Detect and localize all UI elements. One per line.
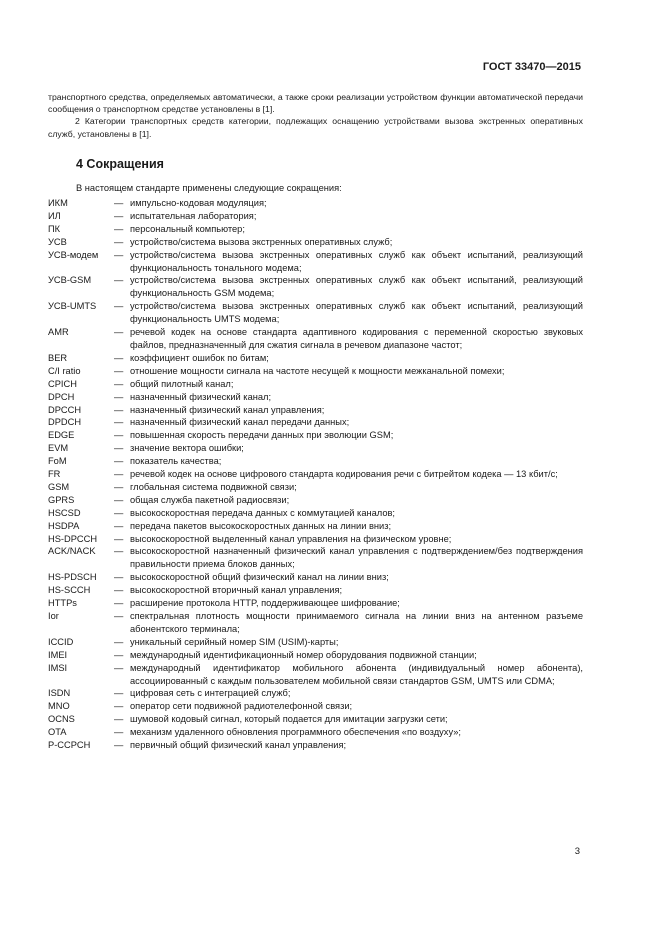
abbreviation-row: [48, 365, 583, 378]
abbreviation-definition: повышенная скорость передачи данных при эволюции GSM;: [130, 430, 394, 441]
abbreviation-dash: —: [114, 301, 124, 312]
abbreviation-row: [48, 378, 583, 391]
abbreviation-definition: коэффициент ошибок по битам;: [130, 352, 269, 363]
abbreviation-dash: —: [114, 701, 124, 712]
abbreviation-row: [48, 391, 583, 404]
abbreviation-dash: —: [114, 507, 124, 518]
abbreviation-row: [48, 481, 583, 494]
abbreviation-term: HS-PDSCH: [48, 572, 97, 583]
abbreviation-term: DPCH: [48, 391, 75, 402]
abbreviation-row: [48, 571, 583, 584]
abbreviation-dash: —: [114, 430, 124, 441]
abbreviation-row: [48, 726, 583, 739]
abbreviation-dash: —: [114, 275, 124, 286]
abbreviation-definition: значение вектора ошибки;: [130, 443, 244, 454]
abbreviation-term: УСВ-модем: [48, 249, 99, 260]
abbreviation-term: EVM: [48, 443, 69, 454]
abbreviation-dash: —: [114, 469, 124, 480]
abbreviation-definition: международный идентификационный номер оборудования подвижной станции;: [130, 649, 477, 660]
abbreviation-term: HTTPs: [48, 598, 77, 609]
abbreviation-term: HSDPA: [48, 520, 80, 531]
abbreviation-term: GPRS: [48, 494, 75, 505]
abbreviation-term: CPICH: [48, 378, 77, 389]
abbreviation-dash: —: [114, 365, 124, 376]
abbreviation-dash: —: [114, 572, 124, 583]
abbreviation-dash: —: [114, 210, 124, 221]
abbreviation-dash: —: [114, 352, 124, 363]
abbreviation-definition: расширение протокола HTTP, поддерживающее шифрование;: [130, 598, 400, 609]
abbreviation-row: [48, 468, 583, 481]
abbreviation-definition: первичный общий физический канал управления;: [130, 740, 347, 751]
abbreviation-definition: устройство/система вызова экстренных оперативных служб;: [130, 236, 393, 247]
abbreviation-dash: —: [114, 223, 124, 234]
abbreviation-row: [48, 404, 583, 417]
abbreviation-definition: назначенный физический канал управления;: [130, 404, 325, 415]
abbreviation-definition: международный идентификатор мобильного абонента (индивидуальный номер абонента), ассоциированный с каждым пользователем мобильной связи стандартов GSM, UMTS или CDMA;: [130, 662, 583, 686]
abbreviation-row: [48, 416, 583, 429]
abbreviation-term: BER: [48, 352, 68, 363]
intro-note-2: 2 Категории транспортных средств категории, подлежащих оснащению устройствами вызова экстренных оперативных служб, установлены в [1].: [48, 116, 583, 139]
abbreviation-definition: передача пакетов высокоскоростных данных на линии вниз;: [130, 520, 392, 531]
abbreviation-term: ACK/NACK: [48, 546, 96, 557]
abbreviation-definition: высокоскоростной общий физический канал на линии вниз;: [130, 572, 389, 583]
abbreviation-row: [48, 494, 583, 507]
abbreviation-dash: —: [114, 714, 124, 725]
abbreviation-definition: персональный компьютер;: [130, 223, 245, 234]
abbreviation-definition: речевой кодек на основе стандарта адаптивного кодирования с переменной скоростью звуковых файлов, предназначенный для сжатия сигнала в речевом диапазоне частот;: [130, 327, 583, 350]
abbreviation-definition: отношение мощности сигнала на частоте несущей к мощности межканальной помехи;: [130, 365, 505, 376]
abbreviation-dash: —: [114, 236, 124, 247]
abbreviation-dash: —: [114, 249, 124, 260]
abbreviation-term: ICCID: [48, 636, 74, 647]
abbreviation-term: HS-DPCCH: [48, 533, 98, 544]
abbreviation-term: Ior: [48, 611, 59, 621]
abbreviation-dash: —: [114, 636, 124, 647]
intro-paragraph-continuation: транспортного средства, определяемых автоматически, а также сроки реализации устройством функции автоматической передачи сообщения о транспортном средстве установлены в [1].: [48, 92, 583, 115]
abbreviation-term: DPDCH: [48, 417, 82, 428]
abbreviation-term: ISDN: [48, 688, 71, 699]
abbreviation-definition: уникальный серийный номер SIM (USIM)-карты;: [130, 636, 339, 647]
abbreviation-term: OTA: [48, 727, 67, 738]
abbreviation-term: FoM: [48, 456, 67, 467]
abbreviation-dash: —: [114, 688, 124, 699]
abbreviation-dash: —: [114, 378, 124, 389]
abbreviation-definition: устройство/система вызова экстренных оперативных служб как объект испытаний, реализующий функциональность UMTS модема;: [130, 301, 583, 325]
abbreviation-term: C/I ratio: [48, 365, 81, 376]
abbreviation-term: P-CCPCH: [48, 740, 91, 751]
abbreviation-definition: механизм удаленного обновления программного обеспечения «по воздуху»;: [130, 727, 461, 738]
document-header: ГОСТ 33470—2015: [482, 61, 581, 73]
abbreviation-dash: —: [114, 533, 124, 544]
abbreviation-row: [48, 533, 583, 546]
abbreviation-term: ИКМ: [48, 198, 68, 208]
abbreviation-definition: спектральная плотность мощности принимаемого сигнала на линии вниз на антенном разъеме абонентского терминала;: [130, 611, 583, 634]
abbreviation-definition: импульсно-кодовая модуляция;: [130, 198, 267, 208]
intro-notes: [48, 91, 583, 140]
abbreviation-definition: цифровая сеть с интеграцией служб;: [130, 688, 291, 699]
abbreviation-row: [48, 429, 583, 442]
abbreviation-row: [48, 687, 583, 700]
abbreviation-definition: высокоскоростной вторичный канал управления;: [130, 585, 343, 596]
abbreviations-list: [48, 197, 583, 752]
abbreviation-row: [48, 223, 583, 236]
abbreviation-dash: —: [114, 391, 124, 402]
abbreviation-dash: —: [114, 456, 124, 467]
abbreviation-row: [48, 197, 583, 210]
abbreviation-definition: показатель качества;: [130, 456, 222, 467]
abbreviation-row: [48, 249, 583, 275]
abbreviation-definition: назначенный физический канал;: [130, 391, 272, 402]
abbreviation-term: IMSI: [48, 662, 68, 673]
abbreviation-row: [48, 739, 583, 752]
abbreviation-term: EDGE: [48, 430, 75, 441]
page-number: 3: [574, 846, 580, 857]
abbreviation-dash: —: [114, 198, 124, 208]
abbreviation-term: AMR: [48, 327, 69, 338]
abbreviation-term: УСВ-GSM: [48, 275, 92, 286]
abbreviation-term: УСВ: [48, 236, 67, 247]
abbreviation-dash: —: [114, 598, 124, 609]
abbreviation-definition: устройство/система вызова экстренных оперативных служб как объект испытаний, реализующий функциональность тонального модема;: [130, 249, 583, 273]
abbreviation-row: [48, 610, 583, 636]
abbreviation-dash: —: [114, 520, 124, 531]
abbreviation-dash: —: [114, 481, 124, 492]
abbreviation-term: MNO: [48, 701, 70, 712]
abbreviation-dash: —: [114, 740, 124, 751]
section-lead: В настоящем стандарте применены следующие сокращения:: [76, 183, 342, 193]
abbreviation-row: [48, 584, 583, 597]
abbreviation-definition: общая служба пакетной радиосвязи;: [130, 494, 290, 505]
abbreviation-term: OCNS: [48, 714, 75, 725]
abbreviation-row: [48, 442, 583, 455]
abbreviation-definition: шумовой кодовый сигнал, который подается для имитации загрузки сети;: [130, 714, 448, 725]
abbreviation-definition: глобальная система подвижной связи;: [130, 481, 297, 492]
abbreviation-definition: назначенный физический канал передачи данных;: [130, 417, 350, 428]
abbreviation-definition: высокоскоростная передача данных с коммутацией каналов;: [130, 507, 396, 518]
abbreviation-row: [48, 507, 583, 520]
abbreviation-dash: —: [114, 494, 124, 505]
abbreviation-row: [48, 455, 583, 468]
abbreviation-definition: высокоскоростной выделенный канал управления на физическом уровне;: [130, 533, 452, 544]
abbreviation-term: УСВ-UMTS: [48, 301, 97, 312]
abbreviation-row: [48, 649, 583, 662]
abbreviation-definition: испытательная лаборатория;: [130, 210, 257, 221]
abbreviation-row: [48, 210, 583, 223]
abbreviation-row: [48, 636, 583, 649]
abbreviation-term: ПК: [48, 223, 61, 234]
abbreviation-definition: устройство/система вызова экстренных оперативных служб как объект испытаний, реализующий функциональность GSM модема;: [130, 275, 583, 299]
abbreviation-term: IMEI: [48, 649, 68, 660]
abbreviation-definition: оператор сети подвижной радиотелефонной связи;: [130, 701, 353, 712]
section-title: 4 Сокращения: [76, 157, 164, 171]
abbreviation-row: [48, 274, 583, 300]
abbreviation-dash: —: [114, 404, 124, 415]
abbreviation-dash: —: [114, 662, 124, 673]
abbreviation-dash: —: [114, 417, 124, 428]
abbreviation-row: [48, 713, 583, 726]
abbreviation-term: HS-SCCH: [48, 585, 91, 596]
abbreviation-row: [48, 700, 583, 713]
abbreviation-row: [48, 236, 583, 249]
abbreviation-dash: —: [114, 649, 124, 660]
abbreviation-term: HSCSD: [48, 507, 81, 518]
abbreviation-definition: высокоскоростной назначенный физический канал управления с подтверждением/без подтверждения правильности приема блоков данных;: [130, 546, 583, 570]
abbreviation-definition: общий пилотный канал;: [130, 378, 234, 389]
abbreviation-term: GSM: [48, 481, 70, 492]
abbreviation-dash: —: [114, 727, 124, 738]
abbreviation-dash: —: [114, 585, 124, 596]
abbreviation-row: [48, 520, 583, 533]
abbreviation-dash: —: [114, 611, 124, 621]
abbreviation-dash: —: [114, 443, 124, 454]
abbreviation-term: FR: [48, 469, 61, 480]
abbreviation-row: [48, 545, 583, 571]
abbreviation-row: [48, 326, 583, 352]
abbreviation-dash: —: [114, 327, 124, 338]
abbreviation-definition: речевой кодек на основе цифрового стандарта кодирования речи с битрейтом кодека — 13 кбит/с;: [130, 469, 558, 480]
abbreviation-term: DPCCH: [48, 404, 82, 415]
abbreviation-row: [48, 662, 583, 688]
abbreviation-row: [48, 300, 583, 326]
abbreviation-dash: —: [114, 546, 124, 557]
abbreviation-row: [48, 597, 583, 610]
abbreviation-row: [48, 352, 583, 365]
abbreviation-term: ИЛ: [48, 210, 61, 221]
